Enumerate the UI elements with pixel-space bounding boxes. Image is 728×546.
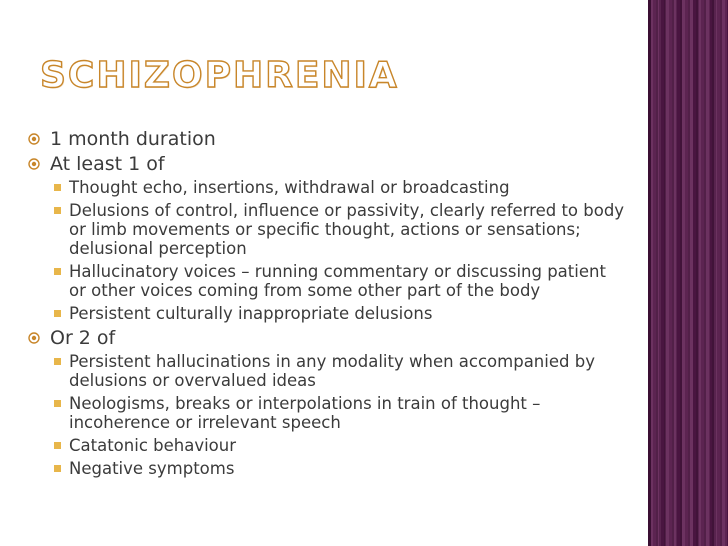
bullet-2-subitems [28,178,628,323]
subitem-text: Negative symptoms [69,459,235,478]
bullet-3-text: Or 2 of [50,327,116,349]
subitem [28,352,628,390]
square-bullet-icon [54,465,61,472]
subitem [28,178,628,197]
square-bullet-icon [54,310,61,317]
circle-bullet-icon [28,332,40,344]
subitem [28,459,628,478]
circle-bullet-icon [28,133,40,145]
subitem-text: Persistent hallucinations in any modality when accompanied by delusions or overvalued ideas [69,352,595,390]
square-bullet-icon [54,207,61,214]
subitem [28,394,628,432]
bullet-3-subitems [28,352,628,478]
square-bullet-icon [54,268,61,275]
subitem-text: Catatonic behaviour [69,436,237,455]
decorative-side-band [648,0,728,546]
slide-title: SCHIZOPHRENIA [40,55,399,96]
bullet-list [28,128,628,482]
bullet-3 [28,327,628,349]
subitem [28,201,628,258]
square-bullet-icon [54,400,61,407]
circle-bullet-icon [28,158,40,170]
subitem-text: Persistent culturally inappropriate delusions [69,304,433,323]
subitem-text: Neologisms, breaks or interpolations in train of thought – incoherence or irrelevant speech [69,394,541,432]
square-bullet-icon [54,184,61,191]
bullet-1 [28,128,628,150]
square-bullet-icon [54,358,61,365]
subitem [28,262,628,300]
subitem-text: Thought echo, insertions, withdrawal or broadcasting [69,178,510,197]
subitem-text: Hallucinatory voices – running commentary or discussing patient or other voices coming from some other part of the body [69,262,606,300]
subitem [28,304,628,323]
subitem-text: Delusions of control, influence or passivity, clearly referred to body or limb movements or specific thought, actions or sensations; delusional perception [69,201,625,258]
bullet-1-text: 1 month duration [50,128,216,150]
subitem [28,436,628,455]
bullet-2-text: At least 1 of [50,153,165,175]
square-bullet-icon [54,442,61,449]
bullet-2 [28,153,628,175]
